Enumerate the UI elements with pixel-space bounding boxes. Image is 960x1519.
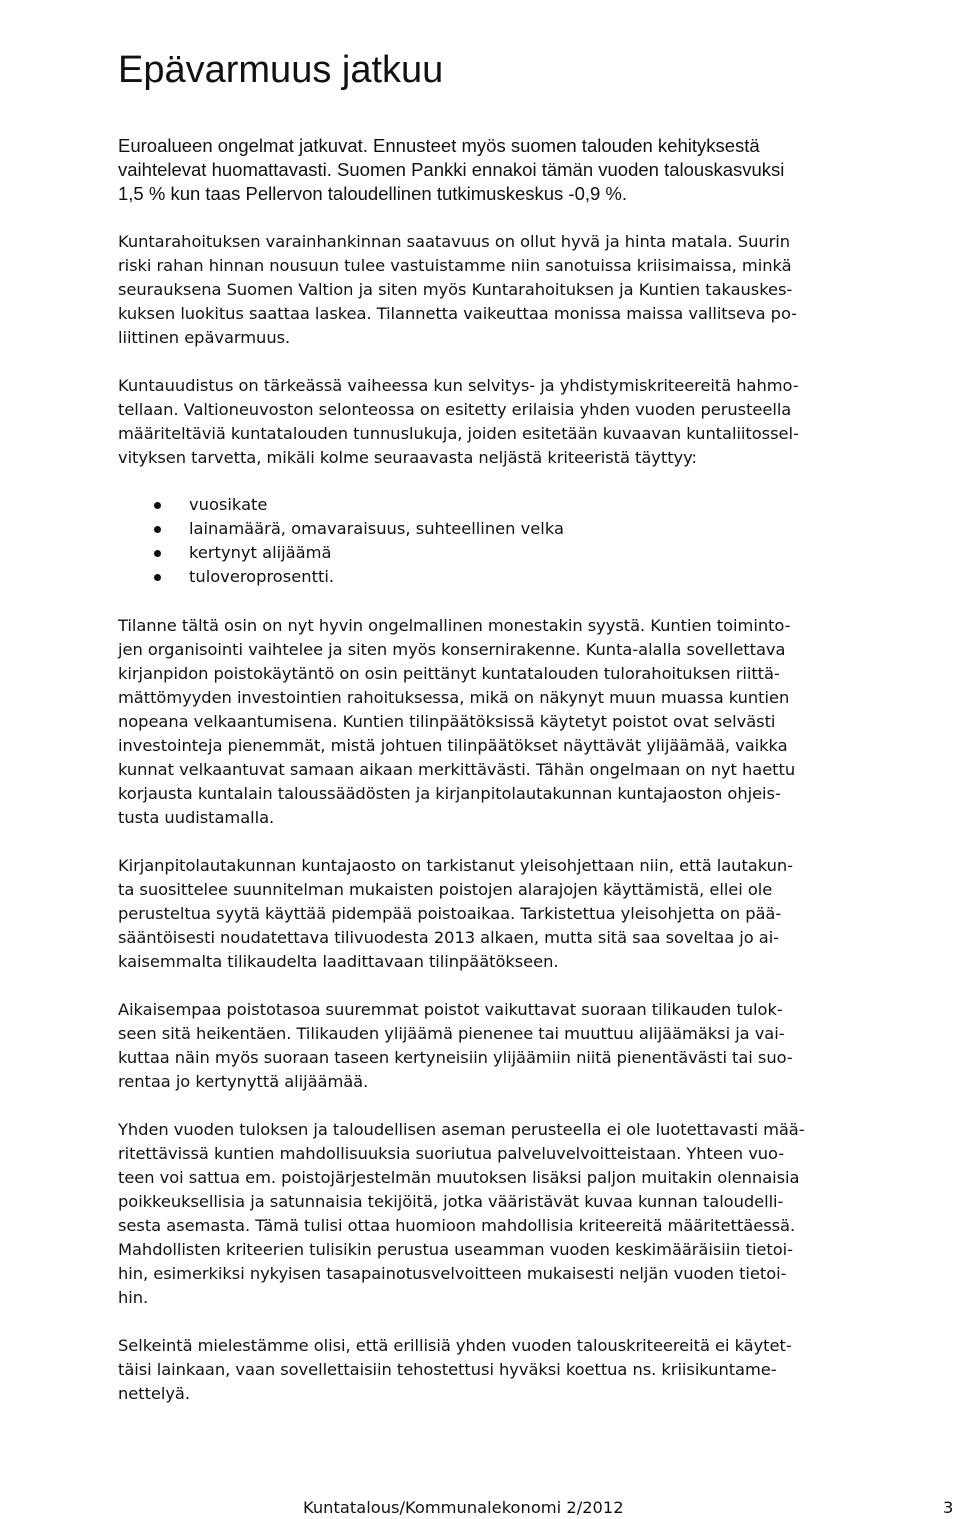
text-line: Euroalueen ongelmat jatkuvat. Ennusteet myös suomen talouden kehityksestä	[118, 135, 760, 156]
bullet-icon	[154, 574, 161, 581]
text-line: Aikaisempaa poistotasoa suuremmat poistot vaikuttavat suoraan tilikauden tulok-	[118, 1000, 783, 1019]
text-line: tusta uudistamalla.	[118, 808, 275, 827]
text-line: vaihtelevat huomattavasti. Suomen Pankki ennakoi tämän vuoden talouskasvuksi	[118, 159, 785, 180]
text-line: ta suosittelee suunnitelman mukaisten poistojen alarajojen käyttämistä, ellei ole	[118, 880, 773, 899]
text-line: seen sitä heikentäen. Tilikauden ylijäämä pienenee tai muuttuu alijäämäksi ja vai-	[118, 1024, 785, 1043]
depreciation-effect-paragraph	[118, 998, 953, 1094]
page-title: Epävarmuus jatkuu	[118, 49, 444, 91]
text-line: määriteltäviä kuntatalouden tunnuslukuja, joiden esitetään kuvaavan kuntaliitossel-	[118, 424, 799, 443]
footer-publication: Kuntatalous/Kommunalekonomi 2/2012	[303, 1498, 624, 1517]
text-line: Selkeintä mielestämme olisi, että erillisiä yhden vuoden talouskriteereitä ei käytet-	[118, 1336, 792, 1355]
text-line: korjausta kuntalain taloussäädösten ja kirjanpitolautakunnan kuntajaoston ohjeis-	[118, 784, 781, 803]
list-item	[118, 565, 564, 589]
text-line: hin, esimerkiksi nykyisen tasapainotusvelvoitteen mukaisesti neljän vuoden tietoi-	[118, 1264, 787, 1283]
text-line: Tilanne tältä osin on nyt hyvin ongelmallinen monestakin syystä. Kuntien toiminto-	[118, 616, 791, 635]
text-line: kunnat velkaantuvat samaan aikaan merkittävästi. Tähän ongelmaan on nyt haettu	[118, 760, 796, 779]
accounting-board-paragraph	[118, 854, 953, 974]
list-item-label: kertynyt alijäämä	[189, 543, 332, 562]
text-line: seurauksena Suomen Valtion ja siten myös Kuntarahoituksen ja Kuntien takauskes-	[118, 280, 793, 299]
list-item	[118, 517, 564, 541]
text-line: nettelyä.	[118, 1384, 190, 1403]
list-item	[118, 541, 564, 565]
text-line: kuksen luokitus saattaa laskea. Tilannetta vaikeuttaa monissa maissa vallitseva po-	[118, 304, 797, 323]
text-line: ritettävissä kuntien mahdollisuuksia suoriutua palveluvelvoitteistaan. Yhteen vuo-	[118, 1144, 785, 1163]
text-line: kaisemmalta tilikaudelta laadittavaan tilinpäätökseen.	[118, 952, 559, 971]
bullet-icon	[154, 550, 161, 557]
text-line: mättömyyden investointien rahoituksessa, mikä on näkynyt muun muassa kuntien	[118, 688, 790, 707]
text-line: liittinen epävarmuus.	[118, 328, 291, 347]
page-number: 3	[943, 1498, 954, 1517]
municipal-reform-paragraph	[118, 374, 953, 470]
text-line: nopeana velkaantumisena. Kuntien tilinpäätöksissä käytetyt poistot ovat selvästi	[118, 712, 776, 731]
text-line: kirjanpidon poistokäytäntö on osin peittänyt kuntatalouden tulorahoituksen riittä-	[118, 664, 780, 683]
list-item-label: vuosikate	[189, 495, 268, 514]
text-line: tellaan. Valtioneuvoston selonteossa on esitetty erilaisia yhden vuoden perusteella	[118, 400, 792, 419]
list-item-label: tuloveroprosentti.	[189, 567, 335, 586]
text-line: Kuntarahoituksen varainhankinnan saatavuus on ollut hyvä ja hinta matala. Suurin	[118, 232, 791, 251]
text-line: 1,5 % kun taas Pellervon taloudellinen tutkimuskeskus -0,9 %.	[118, 183, 628, 204]
text-line: sesta asemasta. Tämä tulisi ottaa huomioon mahdollisia kriteereitä määritettäessä.	[118, 1216, 796, 1235]
single-year-paragraph	[118, 1118, 953, 1310]
text-line: teen voi sattua em. poistojärjestelmän muutoksen lisäksi paljon muitakin olennaisia	[118, 1168, 800, 1187]
text-line: kuttaa näin myös suoraan taseen kertyneisiin ylijäämiin niitä pienentävästi tai suo-	[118, 1048, 793, 1067]
text-line: jen organisointi vaihtelee ja siten myös konsernirakenne. Kunta-alalla sovellettava	[118, 640, 786, 659]
text-line: perusteltua syytä käyttää pidempää poistoaikaa. Tarkistettua yleisohjetta on pää-	[118, 904, 782, 923]
text-line: Kirjanpitolautakunnan kuntajaosto on tarkistanut yleisohjettaan niin, että lautakun-	[118, 856, 793, 875]
opinion-paragraph	[118, 1334, 953, 1406]
list-item-label: lainamäärä, omavaraisuus, suhteellinen velka	[189, 519, 564, 538]
text-line: rentaa jo kertynyttä alijäämää.	[118, 1072, 369, 1091]
list-item	[118, 493, 564, 517]
intro-paragraph	[118, 134, 953, 206]
bullet-icon	[154, 502, 161, 509]
text-line: riski rahan hinnan nousuun tulee vastuistamme niin sanotuissa kriisimaissa, minkä	[118, 256, 792, 275]
text-line: täisi lainkaan, vaan sovellettaisiin tehostettusi hyväksi koettua ns. kriisikuntame-	[118, 1360, 777, 1379]
text-line: Yhden vuoden tuloksen ja taloudellisen aseman perusteella ei ole luotettavasti mää-	[118, 1120, 805, 1139]
financing-paragraph	[118, 230, 953, 350]
text-line: Kuntauudistus on tärkeässä vaiheessa kun selvitys- ja yhdistymiskriteereitä hahmo-	[118, 376, 799, 395]
text-line: vityksen tarvetta, mikäli kolme seuraavasta neljästä kriteeristä täyttyy:	[118, 448, 697, 467]
text-line: sääntöisesti noudatettava tilivuodesta 2013 alkaen, mutta sitä saa soveltaa jo ai-	[118, 928, 780, 947]
text-line: investointeja pienemmät, mistä johtuen tilinpäätökset näyttävät ylijäämää, vaikka	[118, 736, 788, 755]
text-line: hin.	[118, 1288, 149, 1307]
text-line: poikkeuksellisia ja satunnaisia tekijöitä, jotka vääristävät kuvaa kunnan taloudelli-	[118, 1192, 784, 1211]
criteria-list	[118, 493, 564, 589]
text-line: Mahdollisten kriteerien tulisikin perustua useamman vuoden keskimääräisiin tietoi-	[118, 1240, 793, 1259]
bullet-icon	[154, 526, 161, 533]
situation-paragraph	[118, 614, 953, 830]
